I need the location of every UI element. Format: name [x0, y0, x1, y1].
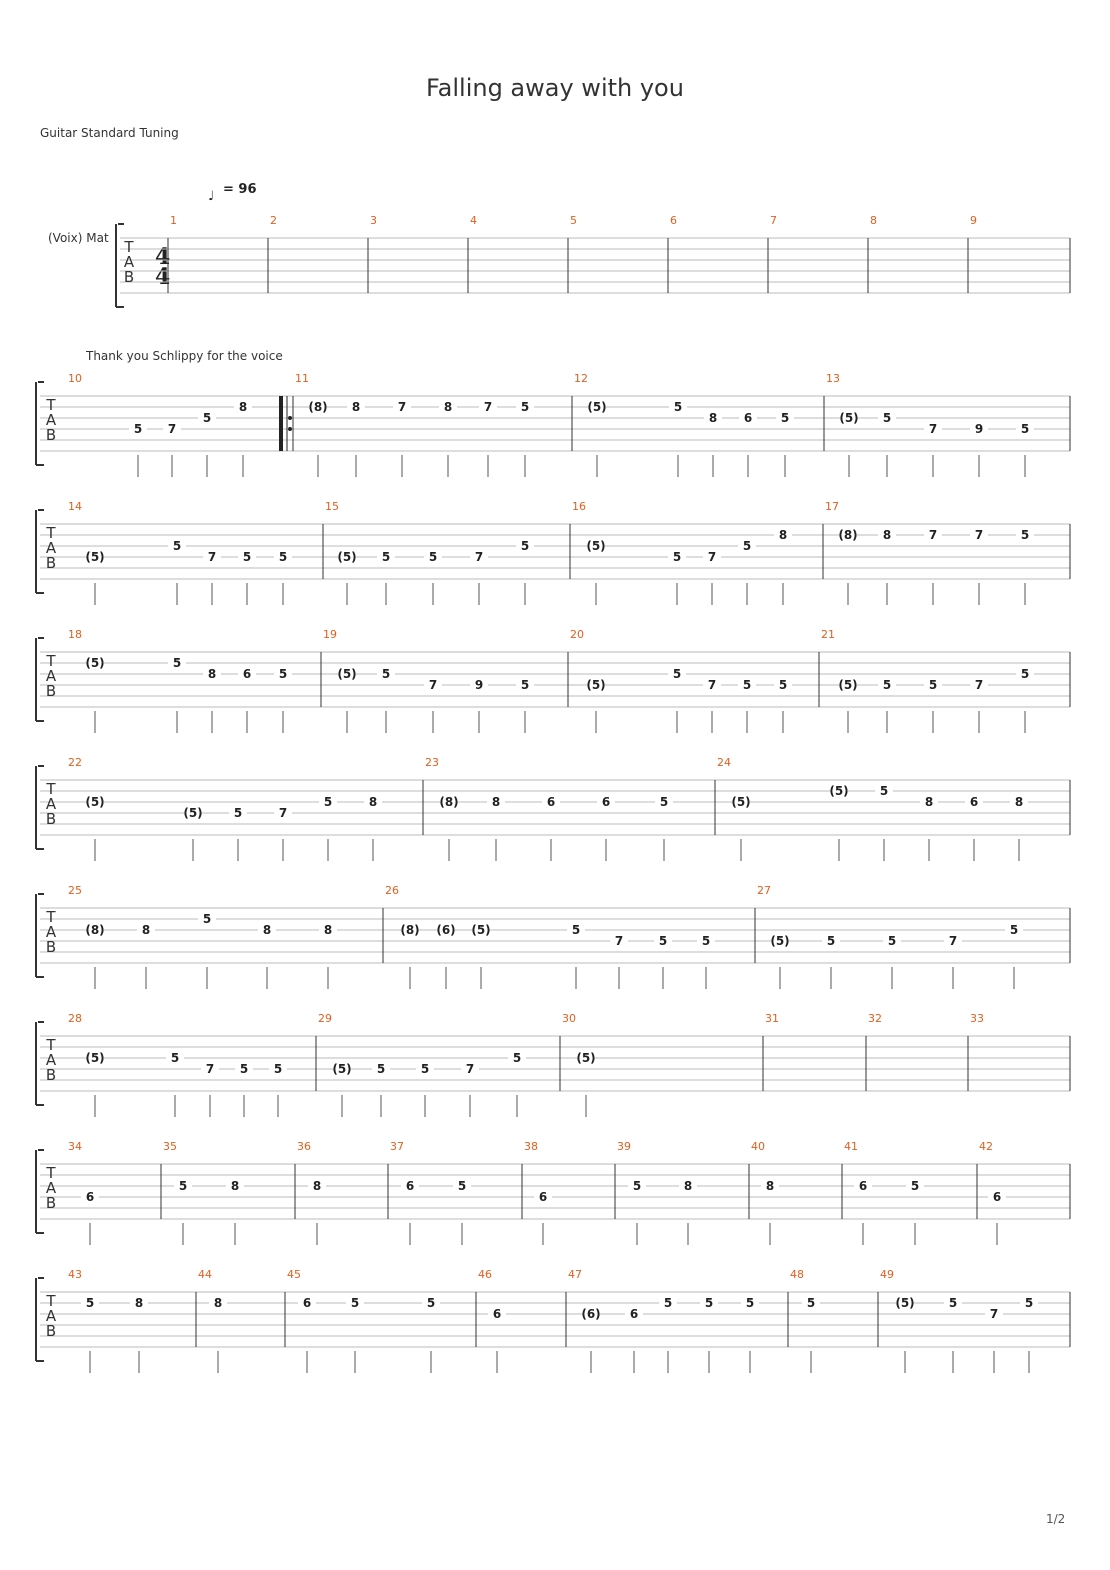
- fret-number: 7: [397, 400, 407, 414]
- tab-clef-letter: T: [46, 1292, 56, 1310]
- fret-number: 5: [273, 1062, 283, 1076]
- measure-number: 27: [757, 884, 771, 897]
- fret-number: 5: [672, 667, 682, 681]
- tab-clef-letter: B: [45, 810, 57, 828]
- tab-system: [36, 500, 1070, 605]
- fret-number: 5: [202, 411, 212, 425]
- fret-number: 5: [882, 678, 892, 692]
- fret-number: 5: [910, 1179, 920, 1193]
- fret-number: 7: [205, 1062, 215, 1076]
- fret-number: 5: [928, 678, 938, 692]
- fret-number: 6: [858, 1179, 868, 1193]
- fret-number: 8: [778, 528, 788, 542]
- tab-clef-letter: B: [45, 682, 57, 700]
- fret-number: 7: [483, 400, 493, 414]
- tab-clef-letter: A: [45, 795, 57, 813]
- system-bracket: [36, 894, 44, 977]
- time-signature-bottom: 4: [155, 264, 171, 290]
- tab-clef-letter: T: [46, 908, 56, 926]
- fret-number: 8: [351, 400, 361, 414]
- measure-number: 34: [68, 1140, 82, 1153]
- time-signature-top: 4: [155, 244, 171, 270]
- fret-number: 5: [1009, 923, 1019, 937]
- fret-number: (8): [838, 528, 858, 542]
- fret-number: (5): [85, 1051, 105, 1065]
- fret-number: 8: [262, 923, 272, 937]
- system-bracket: [36, 1150, 44, 1233]
- measure-number: 8: [870, 214, 877, 227]
- fret-number: 6: [992, 1190, 1002, 1204]
- fret-number: (5): [85, 550, 105, 564]
- system-bracket: [116, 224, 124, 307]
- tab-clef-letter: T: [46, 780, 56, 798]
- fret-number: (5): [829, 784, 849, 798]
- fret-number: 5: [632, 1179, 642, 1193]
- measure-number: 30: [562, 1012, 576, 1025]
- measure-number: 44: [198, 1268, 212, 1281]
- tab-clef-letter: A: [45, 1307, 57, 1325]
- fret-number: 5: [1024, 1296, 1034, 1310]
- fret-number: (5): [731, 795, 751, 809]
- measure-number: 32: [868, 1012, 882, 1025]
- fret-number: 8: [213, 1296, 223, 1310]
- fret-number: 7: [928, 422, 938, 436]
- fret-number: 5: [742, 678, 752, 692]
- fret-number: 8: [1014, 795, 1024, 809]
- measure-number: 40: [751, 1140, 765, 1153]
- fret-number: 5: [948, 1296, 958, 1310]
- tab-clef-letter: T: [46, 1036, 56, 1054]
- fret-number: 8: [683, 1179, 693, 1193]
- tab-system: [36, 1268, 1070, 1373]
- fret-number: (5): [839, 411, 859, 425]
- fret-number: 5: [242, 550, 252, 564]
- fret-number: 5: [826, 934, 836, 948]
- fret-number: 8: [491, 795, 501, 809]
- fret-number: 8: [924, 795, 934, 809]
- fret-number: 8: [708, 411, 718, 425]
- tab-clef-letter: A: [45, 1179, 57, 1197]
- measure-number: 24: [717, 756, 731, 769]
- measure-number: 14: [68, 500, 82, 513]
- fret-number: 7: [707, 678, 717, 692]
- fret-number: 6: [969, 795, 979, 809]
- measure-number: 25: [68, 884, 82, 897]
- fret-number: 5: [381, 550, 391, 564]
- measure-number: 42: [979, 1140, 993, 1153]
- measure-number: 4: [470, 214, 477, 227]
- fret-number: 5: [571, 923, 581, 937]
- tuning-label: Guitar Standard Tuning: [40, 126, 179, 140]
- fret-number: (6): [581, 1307, 601, 1321]
- tab-clef-letter: A: [45, 923, 57, 941]
- fret-number: 6: [242, 667, 252, 681]
- tab-system: [36, 1140, 1070, 1245]
- fret-number: 9: [974, 422, 984, 436]
- system-bracket: [36, 1022, 44, 1105]
- tab-clef-letter: T: [46, 524, 56, 542]
- fret-number: 7: [974, 528, 984, 542]
- fret-number: 5: [278, 667, 288, 681]
- measure-number: 10: [68, 372, 82, 385]
- fret-number: 7: [207, 550, 217, 564]
- fret-number: 8: [443, 400, 453, 414]
- measure-number: 33: [970, 1012, 984, 1025]
- fret-number: 5: [85, 1296, 95, 1310]
- measure-number: 37: [390, 1140, 404, 1153]
- tab-clef-letter: T: [46, 396, 56, 414]
- fret-number: 6: [629, 1307, 639, 1321]
- measure-number: 13: [826, 372, 840, 385]
- measure-number: 23: [425, 756, 439, 769]
- system-bracket: [36, 1278, 44, 1361]
- fret-number: 6: [302, 1296, 312, 1310]
- fret-number: 5: [701, 934, 711, 948]
- fret-number: 5: [457, 1179, 467, 1193]
- fret-number: 5: [172, 539, 182, 553]
- fret-number: 5: [520, 539, 530, 553]
- measure-number: 11: [295, 372, 309, 385]
- fret-number: 8: [238, 400, 248, 414]
- song-title: Falling away with you: [426, 74, 684, 102]
- fret-number: (5): [337, 550, 357, 564]
- fret-number: 5: [172, 656, 182, 670]
- fret-number: 6: [601, 795, 611, 809]
- tab-clef-letter: B: [45, 1194, 57, 1212]
- fret-number: 5: [742, 539, 752, 553]
- fret-number: 5: [520, 678, 530, 692]
- fret-number: 5: [1020, 528, 1030, 542]
- measure-number: 5: [570, 214, 577, 227]
- fret-number: 5: [512, 1051, 522, 1065]
- measure-number: 16: [572, 500, 586, 513]
- fret-number: 7: [278, 806, 288, 820]
- fret-number: 5: [806, 1296, 816, 1310]
- fret-number: 7: [707, 550, 717, 564]
- measure-number: 6: [670, 214, 677, 227]
- tab-system: [36, 628, 1070, 733]
- measure-number: 26: [385, 884, 399, 897]
- fret-number: (8): [85, 923, 105, 937]
- fret-number: 6: [85, 1190, 95, 1204]
- tab-clef-letter: B: [123, 268, 135, 286]
- page-number: 1/2: [1046, 1512, 1066, 1526]
- fret-number: 5: [673, 400, 683, 414]
- fret-number: 7: [474, 550, 484, 564]
- measure-number: 17: [825, 500, 839, 513]
- measure-number: 39: [617, 1140, 631, 1153]
- fret-number: 6: [546, 795, 556, 809]
- fret-number: 7: [948, 934, 958, 948]
- fret-number: 5: [420, 1062, 430, 1076]
- system-bracket: [36, 766, 44, 849]
- measure-number: 1: [170, 214, 177, 227]
- tab-clef-letter: B: [45, 1322, 57, 1340]
- fret-number: 7: [974, 678, 984, 692]
- fret-number: (5): [770, 934, 790, 948]
- fret-number: (5): [895, 1296, 915, 1310]
- measure-number: 35: [163, 1140, 177, 1153]
- tab-clef-letter: T: [124, 238, 134, 256]
- fret-number: 5: [170, 1051, 180, 1065]
- fret-number: 8: [312, 1179, 322, 1193]
- fret-number: 5: [426, 1296, 436, 1310]
- fret-number: 8: [765, 1179, 775, 1193]
- tab-clef-letter: T: [46, 1164, 56, 1182]
- measure-number: 43: [68, 1268, 82, 1281]
- tab-system: [36, 756, 1070, 861]
- tab-clef-letter: A: [45, 539, 57, 557]
- measure-number: 46: [478, 1268, 492, 1281]
- fret-number: (5): [471, 923, 491, 937]
- tempo-value: = 96: [223, 182, 257, 197]
- measure-number: 49: [880, 1268, 894, 1281]
- fret-number: 8: [368, 795, 378, 809]
- fret-number: 5: [663, 1296, 673, 1310]
- fret-number: 5: [658, 934, 668, 948]
- fret-number: 6: [743, 411, 753, 425]
- fret-number: 5: [672, 550, 682, 564]
- system-bracket: [36, 510, 44, 593]
- tab-clef-letter: B: [45, 1066, 57, 1084]
- measure-number: 45: [287, 1268, 301, 1281]
- fret-number: 5: [745, 1296, 755, 1310]
- fret-number: 8: [134, 1296, 144, 1310]
- measure-number: 22: [68, 756, 82, 769]
- system-bracket: [36, 382, 44, 465]
- fret-number: (5): [337, 667, 357, 681]
- tab-clef-letter: A: [123, 253, 135, 271]
- measure-number: 7: [770, 214, 777, 227]
- tempo-note-icon: ♩: [208, 189, 215, 204]
- fret-number: (5): [587, 400, 607, 414]
- fret-number: (5): [332, 1062, 352, 1076]
- fret-number: (8): [439, 795, 459, 809]
- fret-number: 7: [167, 422, 177, 436]
- measure-number: 31: [765, 1012, 779, 1025]
- fret-number: (8): [400, 923, 420, 937]
- fret-number: 8: [882, 528, 892, 542]
- fret-number: 5: [376, 1062, 386, 1076]
- tab-system: [36, 1012, 1070, 1117]
- fret-number: 5: [882, 411, 892, 425]
- fret-number: 8: [323, 923, 333, 937]
- system-bracket: [36, 638, 44, 721]
- measure-number: 3: [370, 214, 377, 227]
- fret-number: 5: [202, 912, 212, 926]
- measure-number: 38: [524, 1140, 538, 1153]
- fret-number: 8: [230, 1179, 240, 1193]
- fret-number: (5): [586, 678, 606, 692]
- repeat-start-sign: [279, 396, 292, 451]
- tab-system: [36, 884, 1070, 989]
- measure-number: 2: [270, 214, 277, 227]
- fret-number: (6): [436, 923, 456, 937]
- fret-number: (5): [85, 656, 105, 670]
- measure-number: 21: [821, 628, 835, 641]
- fret-number: 7: [614, 934, 624, 948]
- tab-clef-letter: B: [45, 426, 57, 444]
- tab-clef-letter: A: [45, 411, 57, 429]
- measure-number: 48: [790, 1268, 804, 1281]
- fret-number: 6: [538, 1190, 548, 1204]
- fret-number: 5: [350, 1296, 360, 1310]
- fret-number: 6: [405, 1179, 415, 1193]
- tab-system: [36, 372, 1070, 477]
- fret-number: 5: [278, 550, 288, 564]
- credit-text: Thank you Schlippy for the voice: [86, 349, 283, 363]
- fret-number: 5: [1020, 422, 1030, 436]
- fret-number: (5): [586, 539, 606, 553]
- fret-number: (5): [576, 1051, 596, 1065]
- measure-number: 36: [297, 1140, 311, 1153]
- fret-number: 5: [780, 411, 790, 425]
- fret-number: (5): [183, 806, 203, 820]
- fret-number: 9: [474, 678, 484, 692]
- tab-clef-letter: T: [46, 652, 56, 670]
- measure-number: 18: [68, 628, 82, 641]
- fret-number: (8): [308, 400, 328, 414]
- fret-number: 5: [659, 795, 669, 809]
- fret-number: 5: [879, 784, 889, 798]
- tab-clef-letter: A: [45, 667, 57, 685]
- fret-number: 5: [178, 1179, 188, 1193]
- tab-clef-letter: B: [45, 554, 57, 572]
- fret-number: 8: [207, 667, 217, 681]
- measure-number: 12: [574, 372, 588, 385]
- fret-number: 5: [704, 1296, 714, 1310]
- measure-number: 29: [318, 1012, 332, 1025]
- fret-number: 8: [141, 923, 151, 937]
- measure-number: 9: [970, 214, 977, 227]
- measure-number: 47: [568, 1268, 582, 1281]
- tab-system: [116, 214, 1070, 307]
- fret-number: 5: [887, 934, 897, 948]
- fret-number: 5: [323, 795, 333, 809]
- fret-number: 5: [239, 1062, 249, 1076]
- track-name: (Voix) Mat: [48, 231, 109, 245]
- fret-number: 5: [778, 678, 788, 692]
- measure-number: 15: [325, 500, 339, 513]
- measure-number: 20: [570, 628, 584, 641]
- fret-number: (5): [85, 795, 105, 809]
- tab-clef-letter: B: [45, 938, 57, 956]
- fret-number: 5: [381, 667, 391, 681]
- fret-number: 5: [1020, 667, 1030, 681]
- fret-number: 7: [928, 528, 938, 542]
- fret-number: 7: [465, 1062, 475, 1076]
- measure-number: 19: [323, 628, 337, 641]
- fret-number: 7: [989, 1307, 999, 1321]
- measure-number: 28: [68, 1012, 82, 1025]
- fret-number: 5: [133, 422, 143, 436]
- measure-number: 41: [844, 1140, 858, 1153]
- fret-number: 5: [233, 806, 243, 820]
- fret-number: 6: [492, 1307, 502, 1321]
- tab-clef-letter: A: [45, 1051, 57, 1069]
- fret-number: 5: [428, 550, 438, 564]
- fret-number: (5): [838, 678, 858, 692]
- fret-number: 5: [520, 400, 530, 414]
- fret-number: 7: [428, 678, 438, 692]
